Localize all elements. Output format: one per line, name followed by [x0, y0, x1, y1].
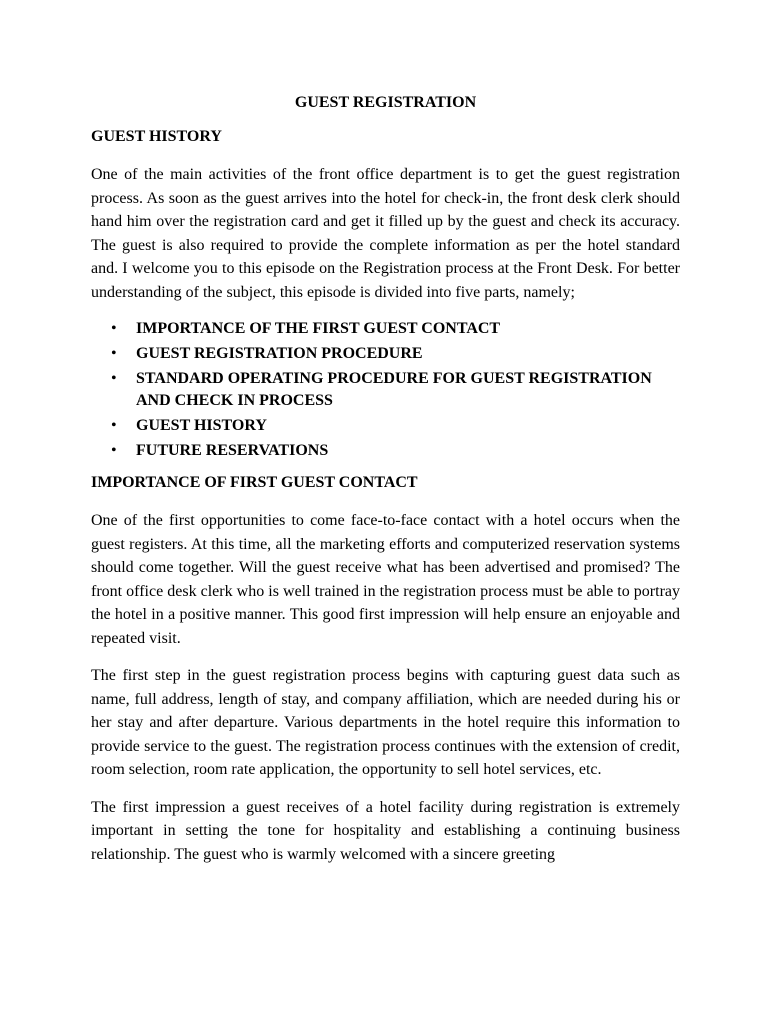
- first-contact-paragraph: One of the first opportunities to come face-to-face contact with a hotel occurs when the guest registers. At this time, all the marketing efforts and computerized reservation systems should come together. Will the guest receive what has been advertised and promised? The front office desk clerk who is well trained in the registration process must be able to portray the hotel in a positive manner. This good first impression will help ensure an enjoyable and repeated visit.: [91, 512, 680, 647]
- list-item-text: GUEST HISTORY: [136, 417, 267, 434]
- list-item-text: STANDARD OPERATING PROCEDURE FOR GUEST REGISTRATION AND CHECK IN PROCESS: [136, 370, 652, 409]
- section-heading-guest-history: GUEST HISTORY: [91, 128, 222, 145]
- list-item: [91, 343, 680, 365]
- list-item: [91, 318, 680, 340]
- bullet-icon: •: [111, 417, 117, 434]
- document-page: [91, 90, 680, 880]
- intro-paragraph: One of the main activities of the front office department is to get the guest registration process. As soon as the guest arrives into the hotel for check-in, the front desk clerk should hand him over the registration card and get it filled up by the guest and check its accuracy. The guest is also required to provide the complete information as per the hotel standard and. I welcome you to this episode on the Registration process at the Front Desk. For better understanding of the subject, this episode is divided into five parts, namely;: [91, 166, 680, 301]
- bullet-icon: •: [111, 442, 117, 459]
- bullet-icon: •: [111, 345, 117, 362]
- list-item-text: IMPORTANCE OF THE FIRST GUEST CONTACT: [136, 320, 501, 337]
- list-item: [91, 368, 680, 412]
- episode-parts-list: [91, 318, 680, 462]
- section-heading-first-contact: IMPORTANCE OF FIRST GUEST CONTACT: [91, 474, 418, 491]
- list-item: [91, 415, 680, 437]
- list-item: [91, 440, 680, 462]
- bullet-icon: •: [111, 370, 117, 387]
- registration-steps-paragraph: The first step in the guest registration process begins with capturing guest data such as name, full address, length of stay, and company affiliation, which are needed during his or her stay and after departure. Various departments in the hotel require this information to provide service to the guest. The registration process continues with the extension of credit, room selection, room rate application, the opportunity to sell hotel services, etc.: [91, 667, 680, 778]
- bullet-icon: •: [111, 320, 117, 337]
- first-impression-paragraph: The first impression a guest receives of a hotel facility during registration is extremely important in setting the tone for hospitality and establishing a continuing business relationship. The guest who is warmly welcomed with a sincere greeting: [91, 798, 680, 863]
- list-item-text: FUTURE RESERVATIONS: [136, 442, 329, 459]
- list-item-text: GUEST REGISTRATION PROCEDURE: [136, 345, 423, 362]
- document-title: GUEST REGISTRATION: [294, 94, 477, 111]
